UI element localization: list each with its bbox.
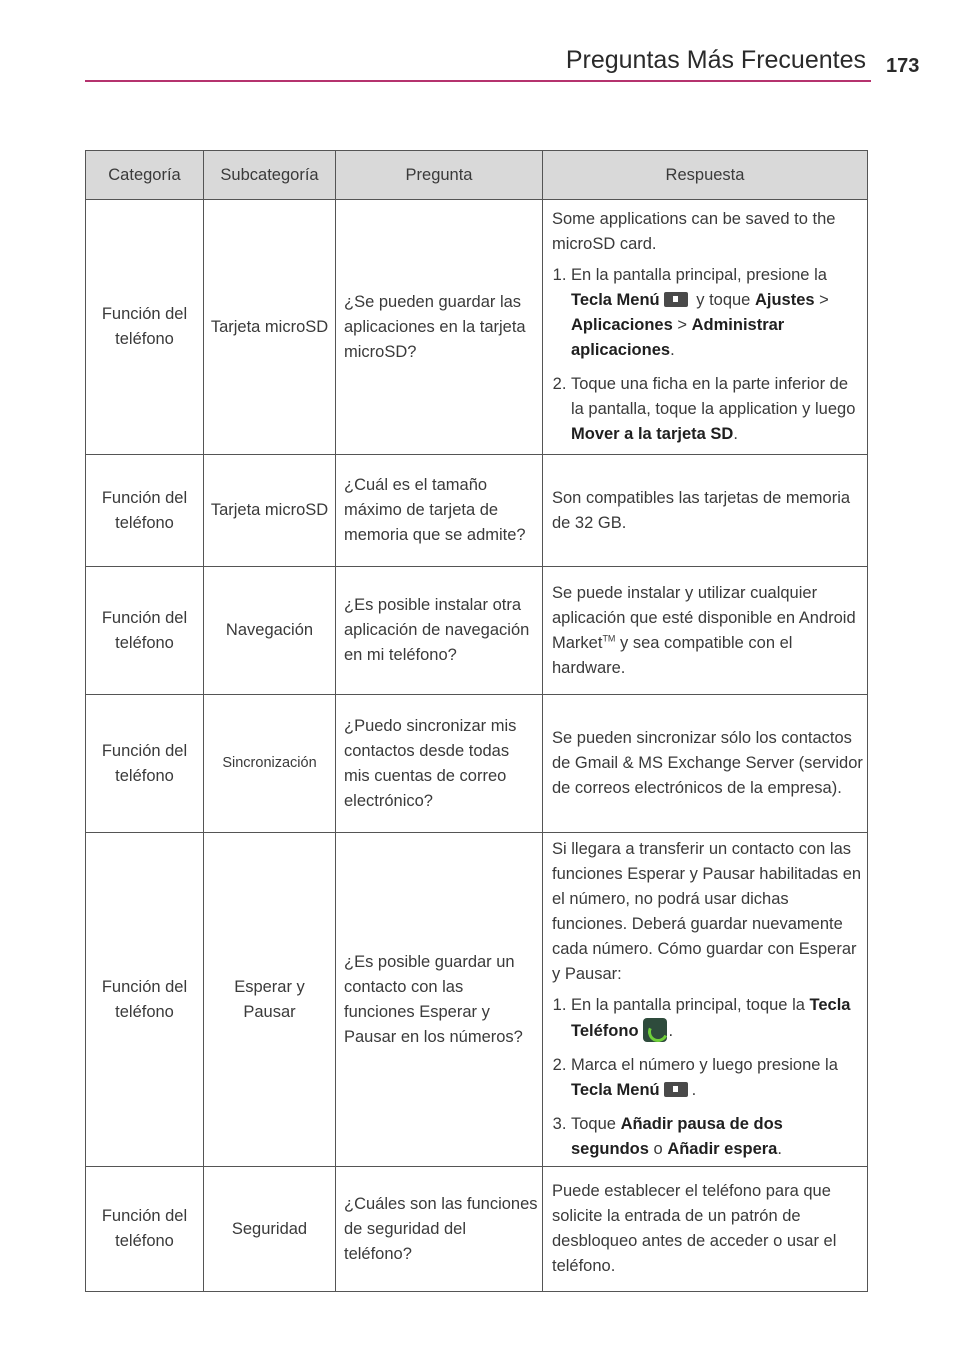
answer-text: y sea compatible con el hardware. — [552, 633, 793, 677]
answer-intro: Some applications can be saved to the microSD card. — [552, 210, 836, 253]
step-end: . — [777, 1140, 782, 1158]
table-row — [86, 1167, 868, 1292]
header-question: Pregunta — [336, 151, 543, 200]
header-subcategory: Subcategoría — [204, 151, 336, 200]
add-wait-label: Añadir espera — [667, 1140, 778, 1158]
answer-text: Se puede instalar y utilizar cualquier aplicación que esté disponible en Android Market — [552, 583, 856, 652]
question-cell: ¿Puedo sincronizar mis contactos desde todas mis cuentas de correo electrónico? — [336, 695, 543, 833]
header-rule — [85, 80, 871, 82]
phone-key-label: Tecla Teléfono — [571, 996, 851, 1040]
phone-key-icon — [643, 1018, 667, 1042]
step-end: . — [733, 425, 738, 443]
step-text: En la pantalla principal, toque la — [571, 996, 805, 1014]
add-pause-label: Añadir pausa de dos segundos — [571, 1115, 783, 1158]
category-cell: Función del teléfono — [86, 200, 204, 455]
page-number: 173 — [886, 55, 920, 77]
category-cell: Función del teléfono — [86, 695, 204, 833]
table-row — [86, 200, 868, 455]
subcategory-cell: Tarjeta microSD — [204, 455, 336, 567]
table-row — [86, 833, 868, 1167]
menu-key-label: Tecla Menú — [571, 1081, 660, 1099]
answer-cell — [543, 200, 868, 455]
step-text: En la pantalla principal, presione la — [571, 266, 827, 284]
menu-key-icon — [664, 292, 688, 307]
answer-step — [571, 1053, 863, 1103]
step-text: Toque una ficha en la parte inferior de la pantalla, toque la application y luego — [571, 375, 856, 418]
question-cell: ¿Cuáles son las funciones de seguridad del teléfono? — [336, 1167, 543, 1292]
move-to-sd-label: Mover a la tarjeta SD — [571, 425, 734, 443]
table-row — [86, 695, 868, 833]
question-cell: ¿Cuál es el tamaño máximo de tarjeta de memoria que se admite? — [336, 455, 543, 567]
question-cell: ¿Se pueden guardar las aplicaciones en la tarjeta microSD? — [336, 200, 543, 455]
step-text: Marca el número y luego presione la — [571, 1056, 838, 1074]
category-cell: Función del teléfono — [86, 567, 204, 695]
answer-cell — [543, 567, 868, 695]
page-title: Preguntas Más Frecuentes — [565, 46, 866, 74]
menu-key-label: Tecla Menú — [571, 291, 660, 309]
question-cell: ¿Es posible guardar un contacto con las funciones Esperar y Pausar en los números? — [336, 833, 543, 1167]
subcategory-cell: Esperar y Pausar — [204, 833, 336, 1167]
answer-cell: Puede establecer el teléfono para que solicite la entrada de un patrón de desbloqueo antes de acceder o usar el teléfono. — [543, 1167, 868, 1292]
answer-cell: Se pueden sincronizar sólo los contactos de Gmail & MS Exchange Server (servidor de correos electrónicos de la empresa). — [543, 695, 868, 833]
answer-step — [571, 993, 863, 1044]
answer-cell — [543, 833, 868, 1167]
answer-step — [571, 1112, 863, 1162]
subcategory-cell: Sincronización — [204, 695, 336, 833]
path-separator: > — [819, 291, 829, 309]
header-category: Categoría — [86, 151, 204, 200]
table-row — [86, 567, 868, 695]
manage-apps-label: Administrar aplicaciones — [571, 316, 785, 359]
question-cell: ¿Es posible instalar otra aplicación de navegación en mi teléfono? — [336, 567, 543, 695]
trademark-mark: TM — [602, 633, 616, 643]
answer-steps — [552, 263, 863, 447]
header-answer: Respuesta — [543, 151, 868, 200]
menu-key-icon — [664, 1082, 688, 1097]
faq-table — [85, 150, 868, 1292]
category-cell: Función del teléfono — [86, 1167, 204, 1292]
subcategory-cell: Tarjeta microSD — [204, 200, 336, 455]
category-cell: Función del teléfono — [86, 455, 204, 567]
table-header-row — [86, 151, 868, 200]
path-separator: > — [677, 316, 688, 334]
category-cell: Función del teléfono — [86, 833, 204, 1167]
step-end: . — [668, 1022, 674, 1040]
subcategory-cell: Seguridad — [204, 1167, 336, 1292]
step-text: y toque — [696, 291, 751, 309]
answer-intro: Si llegara a transferir un contacto con las funciones Esperar y Pausar habilitadas en el número, no podrá usar dichas funciones. Deberá guardar nuevamente cada número. Cómo guardar con Esperar y Pausar: — [552, 840, 862, 983]
answer-step — [571, 372, 863, 447]
step-end: . — [670, 341, 675, 359]
subcategory-cell: Navegación — [204, 567, 336, 695]
applications-label: Aplicaciones — [571, 316, 673, 334]
answer-steps — [552, 993, 863, 1162]
step-end: . — [691, 1081, 697, 1099]
answer-step — [571, 263, 863, 363]
table-row — [86, 455, 868, 567]
settings-label: Ajustes — [754, 291, 815, 309]
step-text: Toque — [571, 1115, 616, 1133]
answer-cell: Son compatibles las tarjetas de memoria de 32 GB. — [543, 455, 868, 567]
step-text: o — [653, 1140, 663, 1158]
